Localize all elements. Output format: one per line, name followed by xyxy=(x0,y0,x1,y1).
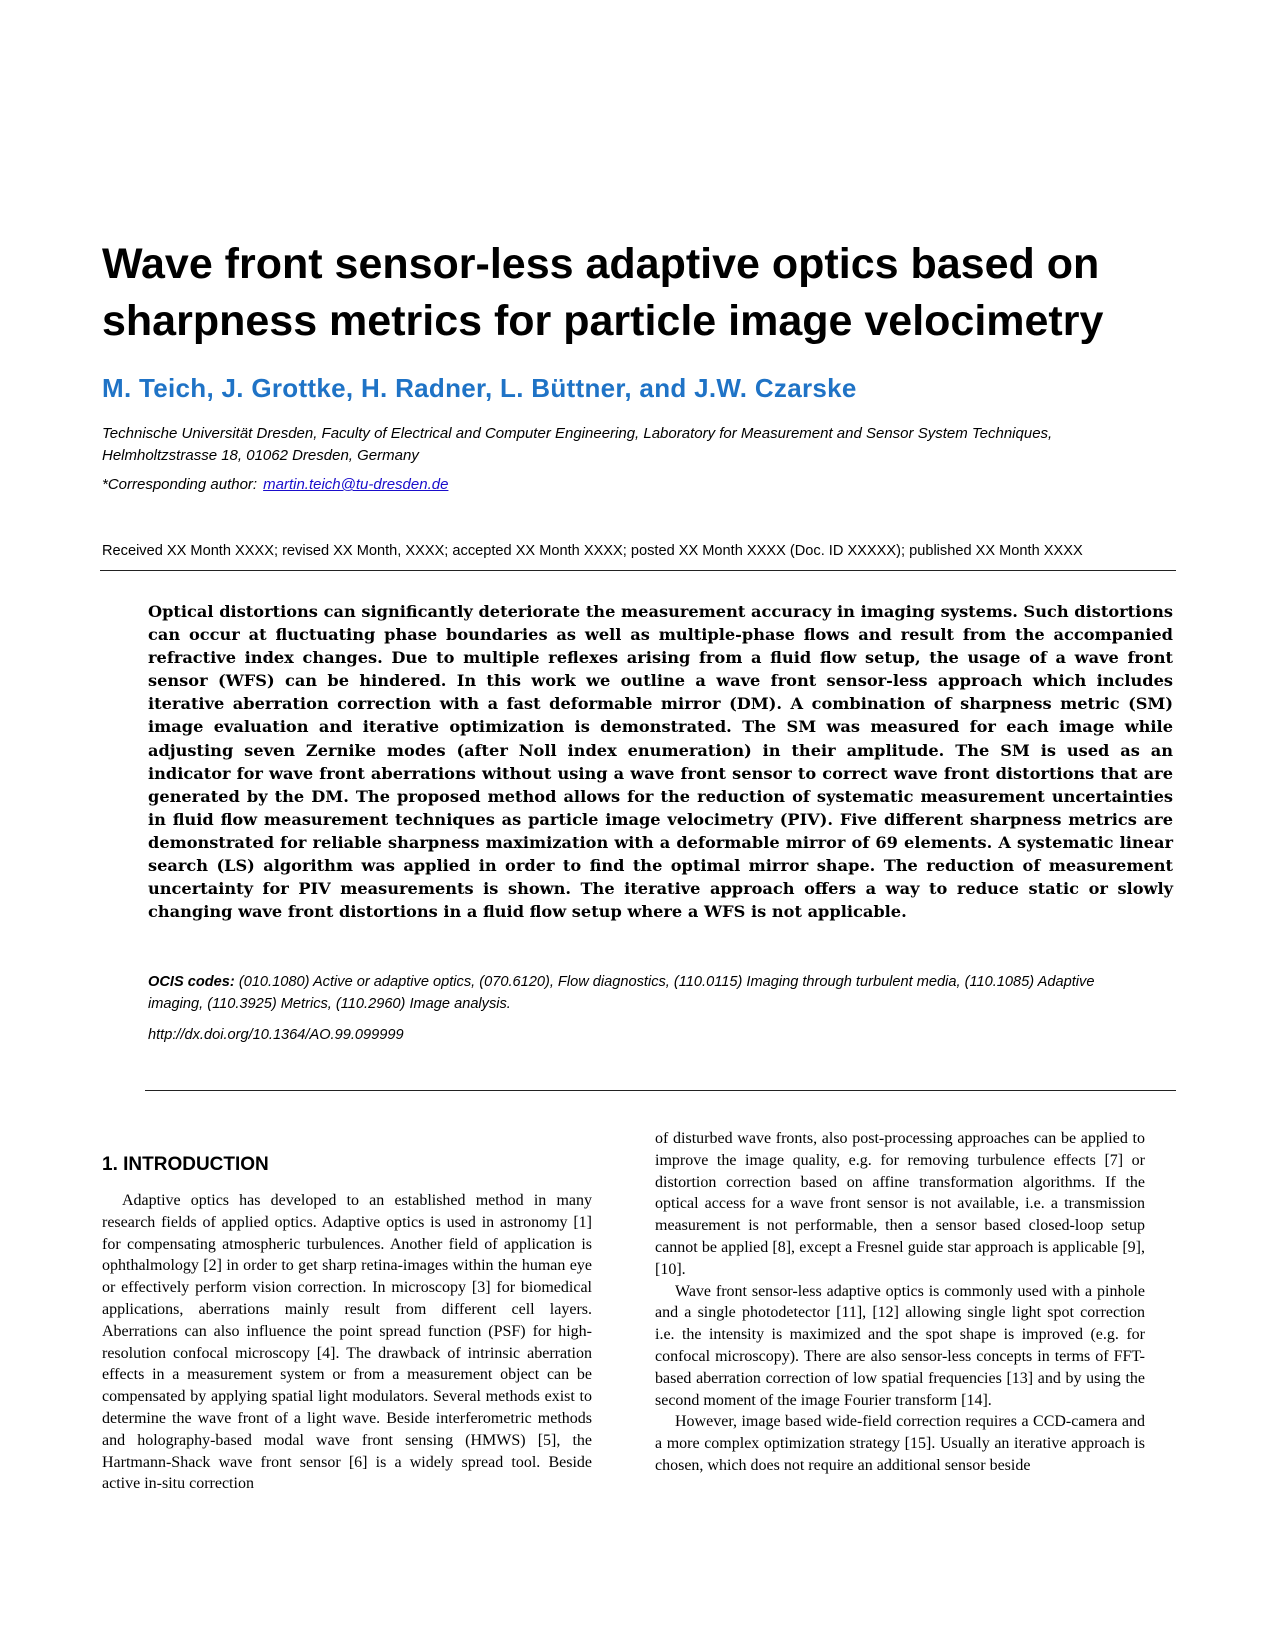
doi-link[interactable]: http://dx.doi.org/10.1364/AO.99.099999 xyxy=(148,1027,404,1043)
intro-paragraph-2: Wave front sensor-less adaptive optics is commonly used with a pinhole and a single photodetector [11], [12] allowing single light spot correction i.e. the intensity is maximized and the spot shape is improved (e.g. for confocal microscopy). There are also sensor-less concepts in terms of FFT-based aberration correction of low spatial frequencies [13] and by using the second moment of the image Fourier transform [14]. xyxy=(655,1282,1145,1409)
ocis-codes xyxy=(148,971,1178,1015)
header-divider xyxy=(100,570,1176,571)
intro-paragraph-1: Adaptive optics has developed to an established method in many research fields of applied optics. Adaptive optics is used in astronomy [1] for compensating atmospheric turbulences. Another field of application is ophthalmology [2] in order to get sharp retina-images within the human eye or effectively perform vision correction. In microscopy [3] for biomedical applications, aberrations mainly result from different cell layers. Aberrations can also influence the point spread function (PSF) for high-resolution confocal microscopy [4]. The drawback of intrinsic aberration effects in a measurement system or from a measurement object can be compensated by applying spatial light modulators. Several methods exist to determine the wave front of a light wave. Beside interferometric methods and holography-based modal wave front sensing (HMWS) [5], the Hartmann-Shack wave front sensor [6] is a widely spread tool. Beside active in-situ correction xyxy=(102,1192,592,1493)
right-column xyxy=(655,1128,1145,1477)
left-column xyxy=(102,1190,592,1495)
title-line-1: Wave front sensor-less adaptive optics based on xyxy=(102,240,1100,288)
ocis-line-1 xyxy=(148,971,1178,993)
affiliation-line-2: Helmholtzstrasse 18, 01062 Dresden, Germany xyxy=(102,447,419,464)
affiliation xyxy=(102,423,1182,467)
author-email-link[interactable]: martin.teich@tu-dresden.de xyxy=(263,476,449,493)
ocis-label: OCIS codes: xyxy=(148,974,235,990)
ocis-codes-text-2: imaging, (110.3925) Metrics, (110.2960) Image analysis. xyxy=(148,996,511,1012)
abstract: Optical distortions can significantly deteriorate the measurement accuracy in imaging systems. Such distortions can occur at fluctuating phase boundaries as well as multiple-phase flows and result from the accompanied refractive index changes. Due to multiple reflexes arising from a fluid flow setup, the usage of a wave front sensor (WFS) can be hindered. In this work we outline a wave front sensor-less approach which includes iterative aberration correction with a fast deformable mirror (DM). A combination of sharpness metric (SM) image evaluation and iterative optimization is demonstrated. The SM was measured for each image while adjusting seven Zernike modes (after Noll index enumeration) in their amplitude. The SM is used as an indicator for wave front aberrations without using a wave front sensor to correct wave front distortions that are generated by the DM. The proposed method allows for the reduction of systematic measurement uncertainties in fluid flow measurement techniques as particle image velocimetry (PIV). Five different sharpness metrics are demonstrated for reliable sharpness maximization with a deformable mirror of 69 elements. A systematic linear search (LS) algorithm was applied in order to find the optimal mirror shape. The reduction of measurement uncertainty for PIV measurements is shown. The iterative approach offers a way to reduce static or slowly changing wave front distortions in a fluid flow setup where a WFS is not applicable. xyxy=(148,602,1173,922)
section-heading: 1. INTRODUCTION xyxy=(102,1154,269,1175)
paper-title xyxy=(102,236,1182,350)
corresponding-label: *Corresponding author: xyxy=(102,476,258,493)
ocis-codes-text-1: (010.1080) Active or adaptive optics, (070.6120), Flow diagnostics, (110.0115) Imaging through turbulent media, (110.1085) Adaptive xyxy=(238,974,1095,990)
publication-history: Received XX Month XXXX; revised XX Month, XXXX; accepted XX Month XXXX; posted XX Month XXXX (Doc. ID XXXXX); published XX Month XXXX xyxy=(102,543,1083,559)
intro-paragraph-1-continued: of disturbed wave fronts, also post-processing approaches can be applied to improve the image quality, e.g. for removing turbulence effects [7] or distortion correction based on affine transformation algorithms. If the optical access for a wave front sensor is not available, i.e. a transmission measurement is not performable, then a sensor based closed-loop setup cannot be applied [8], except a Fresnel guide star approach is applicable [9], [10]. xyxy=(655,1130,1145,1278)
affiliation-line-1: Technische Universität Dresden, Faculty of Electrical and Computer Engineering, Laboratory for Measurement and Sensor System Techniques, xyxy=(102,425,1053,442)
author-list: M. Teich, J. Grottke, H. Radner, L. Büttner, and J.W. Czarske xyxy=(102,373,857,403)
corresponding-author xyxy=(102,476,448,493)
title-line-2: sharpness metrics for particle image velocimetry xyxy=(102,297,1104,345)
intro-paragraph-3: However, image based wide-field correction requires a CCD-camera and a more complex optimization strategy [15]. Usually an iterative approach is chosen, which does not require an additional sensor beside xyxy=(655,1413,1145,1474)
abstract-divider xyxy=(145,1090,1176,1091)
